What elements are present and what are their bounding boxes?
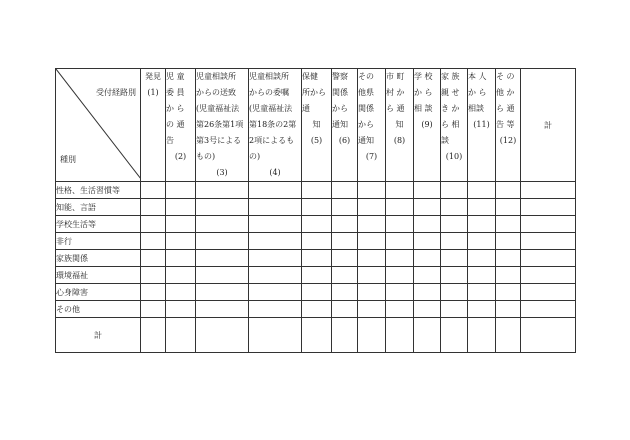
total-cell <box>414 318 441 353</box>
col-header-line: 第18条の2第 <box>249 120 297 129</box>
table-cell <box>441 233 468 250</box>
col-header-6 <box>332 69 358 182</box>
col-header-4 <box>249 69 302 182</box>
col-header-line: 2項によるも <box>249 136 295 145</box>
table-cell <box>196 182 249 199</box>
table-cell <box>302 199 332 216</box>
col-header-line: か ら <box>166 104 185 113</box>
table-cell <box>302 182 332 199</box>
col-header-8 <box>386 69 414 182</box>
header-row <box>56 69 576 182</box>
table-cell <box>141 250 166 267</box>
table-cell <box>141 216 166 233</box>
total-cell <box>386 318 414 353</box>
table-cell <box>414 301 441 318</box>
corner-header-cell <box>56 69 141 182</box>
table-cell <box>386 199 414 216</box>
table-cell <box>196 199 249 216</box>
col-header-line: 親 せ <box>441 88 460 97</box>
table-cell <box>521 250 576 267</box>
table-cell <box>332 284 358 301</box>
total-cell <box>141 318 166 353</box>
table-cell <box>141 233 166 250</box>
col-header-line: 所から通 <box>302 88 326 113</box>
total-cell <box>302 318 332 353</box>
col-header-line: 関係 <box>332 88 348 97</box>
table-cell <box>249 301 302 318</box>
col-header-line: (5) <box>310 136 323 145</box>
total-column-header: 計 <box>521 69 576 182</box>
col-header-line: か ら <box>414 88 433 97</box>
table-cell <box>414 216 441 233</box>
table-cell <box>141 182 166 199</box>
col-header-line: 通知 <box>358 136 374 145</box>
table-cell <box>468 284 496 301</box>
table-cell <box>196 267 249 284</box>
total-cell <box>468 318 496 353</box>
table-cell <box>496 216 521 233</box>
col-header-11 <box>468 69 496 182</box>
col-header-line: 他県 <box>358 88 374 97</box>
col-header-line: ら 通 <box>386 104 405 113</box>
total-cell <box>496 318 521 353</box>
table-row <box>56 233 576 250</box>
col-header-line: 他 か <box>496 88 515 97</box>
table-cell <box>302 284 332 301</box>
table-cell <box>166 267 196 284</box>
table-row <box>56 301 576 318</box>
table-cell <box>521 284 576 301</box>
col-header-line: (8) <box>393 136 406 145</box>
table-cell <box>386 301 414 318</box>
table-cell <box>196 216 249 233</box>
col-header-line: 保健 <box>302 72 318 81</box>
col-header-line: ら 相 <box>441 120 460 129</box>
col-header-9 <box>414 69 441 182</box>
table-cell <box>414 284 441 301</box>
table-cell <box>332 233 358 250</box>
table-cell <box>468 250 496 267</box>
col-header-5 <box>302 69 332 182</box>
table-cell <box>302 301 332 318</box>
col-header-2 <box>166 69 196 182</box>
table-cell <box>249 250 302 267</box>
table-cell <box>521 233 576 250</box>
table-cell <box>249 182 302 199</box>
table-cell <box>496 284 521 301</box>
col-header-line: の) <box>249 152 261 161</box>
table-cell <box>358 182 386 199</box>
table-cell <box>302 267 332 284</box>
table-cell <box>521 182 576 199</box>
table-cell <box>302 233 332 250</box>
row-label: その他 <box>56 301 141 318</box>
route-axis-label: 受付経路別 <box>96 88 136 97</box>
table-cell <box>496 233 521 250</box>
table-cell <box>196 250 249 267</box>
col-header-line: (11) <box>473 120 490 129</box>
table-cell <box>386 216 414 233</box>
table-cell <box>386 233 414 250</box>
col-header-line: (1) <box>147 88 159 97</box>
row-label: 性格、生活習慣等 <box>56 182 141 199</box>
table-cell <box>196 233 249 250</box>
table-cell <box>496 182 521 199</box>
col-header-line: の 通 <box>166 120 185 129</box>
total-cell <box>166 318 196 353</box>
col-header-line: 市 町 <box>386 72 405 81</box>
table-cell <box>249 199 302 216</box>
col-header-10 <box>441 69 468 182</box>
col-header-7 <box>358 69 386 182</box>
table-cell <box>468 182 496 199</box>
col-header-line: (3) <box>216 168 228 177</box>
col-header-line: 第3号による <box>196 136 242 145</box>
col-header-line: か ら <box>468 88 487 97</box>
col-header-line: その <box>358 72 374 81</box>
col-header-line: (2) <box>174 152 187 161</box>
col-header-line: 告 等 <box>496 120 515 129</box>
col-header-line: (12) <box>499 136 517 145</box>
col-header-line: 関係 <box>358 104 374 113</box>
table-cell <box>414 199 441 216</box>
table-cell <box>358 301 386 318</box>
table-cell <box>141 199 166 216</box>
table-cell <box>166 233 196 250</box>
table-cell <box>358 267 386 284</box>
table-cell <box>358 284 386 301</box>
row-label: 非行 <box>56 233 141 250</box>
col-header-line: ら 通 <box>496 104 515 113</box>
col-header-line: もの) <box>196 152 216 161</box>
total-cell <box>358 318 386 353</box>
col-header-line: 通知 <box>332 120 348 129</box>
col-header-1 <box>141 69 166 182</box>
col-header-line: 警察 <box>332 72 348 81</box>
row-label: 知能、言語 <box>56 199 141 216</box>
col-header-line: き か <box>441 104 460 113</box>
total-cell <box>249 318 302 353</box>
row-label: 学校生活等 <box>56 216 141 233</box>
col-header-line: (10) <box>445 152 463 161</box>
col-header-line: (4) <box>269 168 281 177</box>
col-header-line: 告 <box>166 136 174 145</box>
table-cell <box>249 233 302 250</box>
table-cell <box>441 284 468 301</box>
total-cell <box>441 318 468 353</box>
table-cell <box>332 216 358 233</box>
table-row <box>56 250 576 267</box>
table-cell <box>196 284 249 301</box>
table-cell <box>332 250 358 267</box>
table-cell <box>521 199 576 216</box>
table-cell <box>496 267 521 284</box>
table-cell <box>358 250 386 267</box>
table-cell <box>358 199 386 216</box>
table-cell <box>166 284 196 301</box>
col-header-line: (6) <box>338 136 351 145</box>
table-cell <box>441 199 468 216</box>
table-cell <box>249 284 302 301</box>
col-header-line: そ の <box>496 72 515 81</box>
table-cell <box>386 250 414 267</box>
table-cell <box>468 301 496 318</box>
table-row <box>56 267 576 284</box>
table-cell <box>468 199 496 216</box>
table-cell <box>414 233 441 250</box>
table-cell <box>332 182 358 199</box>
col-header-line: 発見 <box>145 72 161 81</box>
table-cell <box>468 216 496 233</box>
row-label: 心身障害 <box>56 284 141 301</box>
col-header-line: (7) <box>365 152 378 161</box>
table-cell <box>496 199 521 216</box>
row-label: 環境福祉 <box>56 267 141 284</box>
table-cell <box>358 233 386 250</box>
table-cell <box>141 284 166 301</box>
table-cell <box>468 267 496 284</box>
table-cell <box>414 267 441 284</box>
table-cell <box>166 216 196 233</box>
table-cell <box>414 250 441 267</box>
col-header-line: 委 員 <box>166 88 185 97</box>
table-cell <box>358 216 386 233</box>
table-cell <box>302 216 332 233</box>
table-cell <box>496 301 521 318</box>
col-header-line: (9) <box>421 120 433 129</box>
type-axis-label: 種別 <box>60 155 76 164</box>
table-cell <box>249 216 302 233</box>
table-cell <box>166 250 196 267</box>
table-cell <box>521 301 576 318</box>
table-cell <box>332 199 358 216</box>
table-cell <box>196 301 249 318</box>
table-cell <box>441 301 468 318</box>
col-header-line: 第26条第1項 <box>196 120 244 129</box>
table-cell <box>521 216 576 233</box>
row-label: 家族関係 <box>56 250 141 267</box>
col-header-line: 相 談 <box>414 104 433 113</box>
total-cell <box>521 318 576 353</box>
table-cell <box>414 182 441 199</box>
col-header-line: から <box>332 104 348 113</box>
col-header-line: 村 か <box>386 88 405 97</box>
table-cell <box>496 250 521 267</box>
col-header-line: 児童相談所 <box>196 72 236 81</box>
total-row <box>56 318 576 353</box>
table-cell <box>441 267 468 284</box>
total-cell <box>332 318 358 353</box>
table-row <box>56 182 576 199</box>
col-header-12 <box>496 69 521 182</box>
table-cell <box>249 267 302 284</box>
col-header-line: 談 <box>441 136 449 145</box>
table-body <box>56 182 576 318</box>
table-cell <box>441 182 468 199</box>
table-row <box>56 284 576 301</box>
table-cell <box>166 182 196 199</box>
table-cell <box>521 267 576 284</box>
table-cell <box>441 250 468 267</box>
table-cell <box>302 250 332 267</box>
col-header-line: (児童福祉法 <box>196 104 240 113</box>
col-header-line: 知 <box>395 120 404 129</box>
table-cell <box>332 301 358 318</box>
table-row <box>56 216 576 233</box>
total-row-label: 計 <box>56 318 141 353</box>
table-cell <box>166 301 196 318</box>
col-header-line: 家 族 <box>441 72 460 81</box>
col-header-line: 児 童 <box>166 72 185 81</box>
col-header-line: からの送致 <box>196 88 236 97</box>
col-header-line: 知 <box>312 120 321 129</box>
table-cell <box>386 182 414 199</box>
table-cell <box>386 267 414 284</box>
table-cell <box>468 233 496 250</box>
table-cell <box>332 267 358 284</box>
table-row <box>56 199 576 216</box>
col-header-line: (児童福祉法 <box>249 104 293 113</box>
table-cell <box>441 216 468 233</box>
total-cell <box>196 318 249 353</box>
table-cell <box>141 267 166 284</box>
table-cell <box>166 199 196 216</box>
table-cell <box>386 284 414 301</box>
table-cell <box>141 301 166 318</box>
intake-route-table <box>55 68 576 353</box>
col-header-line: から <box>358 120 374 129</box>
col-header-line: 本 人 <box>468 72 487 81</box>
col-header-3 <box>196 69 249 182</box>
col-header-line: 相談 <box>468 104 484 113</box>
col-header-line: 児童相談所 <box>249 72 289 81</box>
col-header-line: 学 校 <box>414 72 433 81</box>
col-header-line: からの委嘱 <box>249 88 289 97</box>
